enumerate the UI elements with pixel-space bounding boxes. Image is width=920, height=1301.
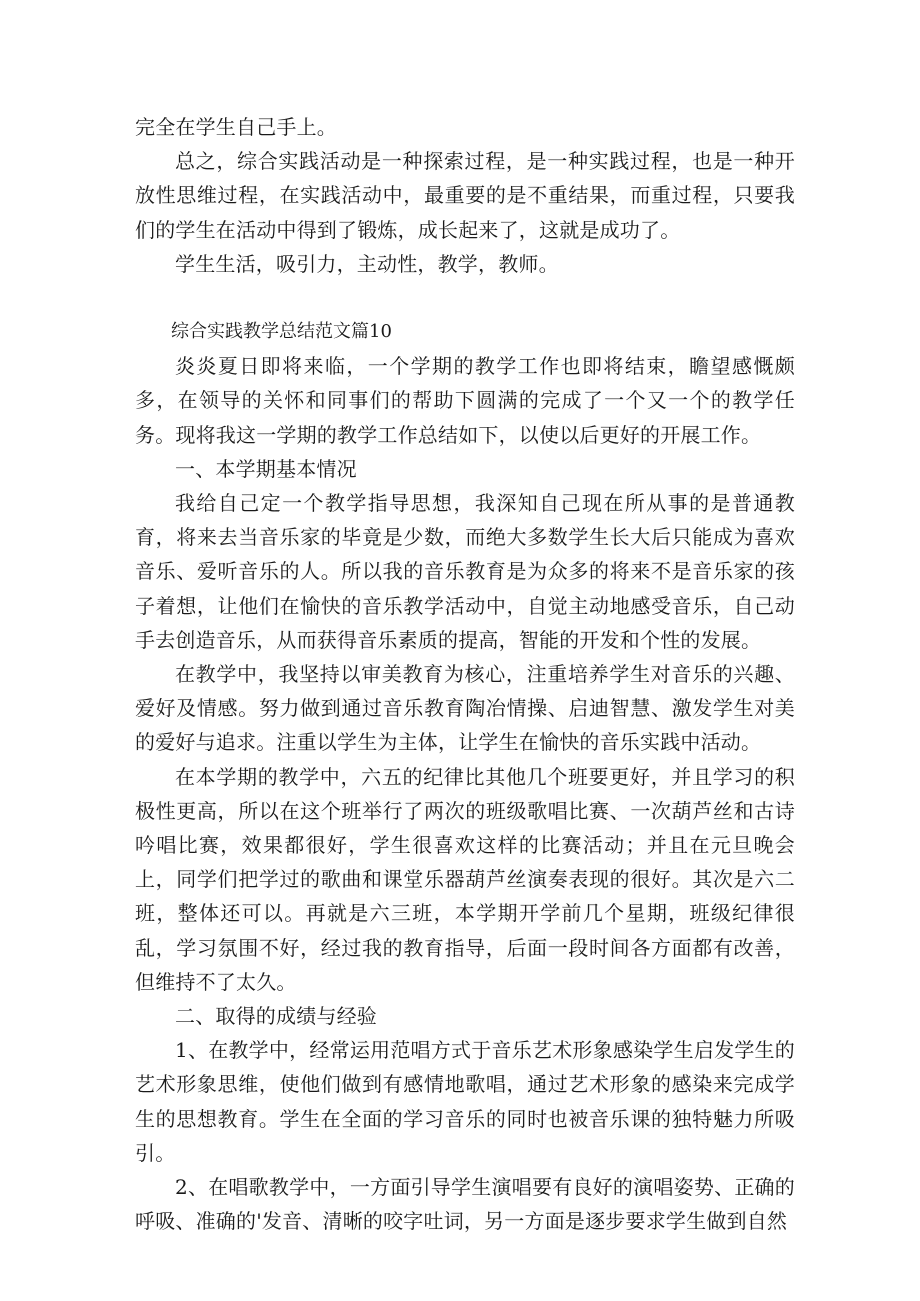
section-spacer (135, 281, 795, 315)
paragraph-5: 我给自己定一个教学指导思想，我深知自己现在所从事的是普通教育，将来去当音乐家的毕竟是少数，而绝大多数学生长大后只能成为喜欢音乐、爱听音乐的人。所以我的音乐教育是为众多的将来不是音乐家的孩子着想，让他们在愉快的音乐教学活动中，自觉主动地感受音乐，自己动手去创造音乐，从而获得音乐素质的提高，智能的开发和个性的发展。 (135, 491, 795, 652)
paragraph-2: 学生生活，吸引力，主动性，教学，教师。 (175, 251, 559, 276)
paragraph-7: 在本学期的教学中，六五的纪律比其他几个班要更好，并且学习的积极性更高，所以在这个班举行了两次的班级歌唱比赛、一次葫芦丝和古诗吟唱比赛，效果都很好，学生很喜欢这样的比赛活动；并且在元旦晚会上，同学们把学过的歌曲和课堂乐器葫芦丝演奏表现的很好。其次是六二班，整体还可以。再就是六三班，本学期开学前几个星期，班级纪律很乱，学习氛围不好，经过我的教育指导，后面一段时间各方面都有改善，但维持不了太久。 (135, 764, 795, 994)
paragraph-3: 炎炎夏日即将来临，一个学期的教学工作也即将结束，瞻望感慨颇多，在领导的关怀和同事们的帮助下圆满的完成了一个又一个的教学任务。现将我这一学期的教学工作总结如下，以使以后更好的开展工作。 (135, 354, 795, 447)
paragraph-10: 2、在唱歌教学中，一方面引导学生演唱要有良好的演唱姿势、正确的呼吸、准确的'发音、清晰的咬字吐词，另一方面是逐步要求学生做到自然 (135, 1175, 795, 1234)
document-page (135, 110, 795, 1239)
paragraph-1: 总之，综合实践活动是一种探索过程，是一种实践过程，也是一种开放性思维过程，在实践活动中，最重要的是不重结果，而重过程，只要我们的学生在活动中得到了锻炼，成长起来了，这就是成功了。 (135, 149, 795, 242)
paragraph-9: 1、在教学中，经常运用范唱方式于音乐艺术形象感染学生启发学生的艺术形象思维，使他们做到有感情地歌唱，通过艺术形象的感染来完成学生的思想教育。学生在全面的学习音乐的同时也被音乐课的独特魅力所吸引。 (135, 1038, 795, 1165)
paragraph-0: 完全在学生自己手上。 (135, 115, 337, 139)
subheading-basic-situation: 一、本学期基本情况 (175, 456, 357, 481)
subheading-achievements: 二、取得的成绩与经验 (175, 1004, 377, 1029)
section-title: 综合实践教学总结范文篇10 (171, 321, 392, 343)
paragraph-6: 在教学中，我坚持以审美教育为核心，注重培养学生对音乐的兴趣、爱好及情感。努力做到通过音乐教育陶冶情操、启迪智慧、激发学生对美的爱好与追求。注重以学生为主体，让学生在愉快的音乐实践中活动。 (135, 662, 795, 755)
